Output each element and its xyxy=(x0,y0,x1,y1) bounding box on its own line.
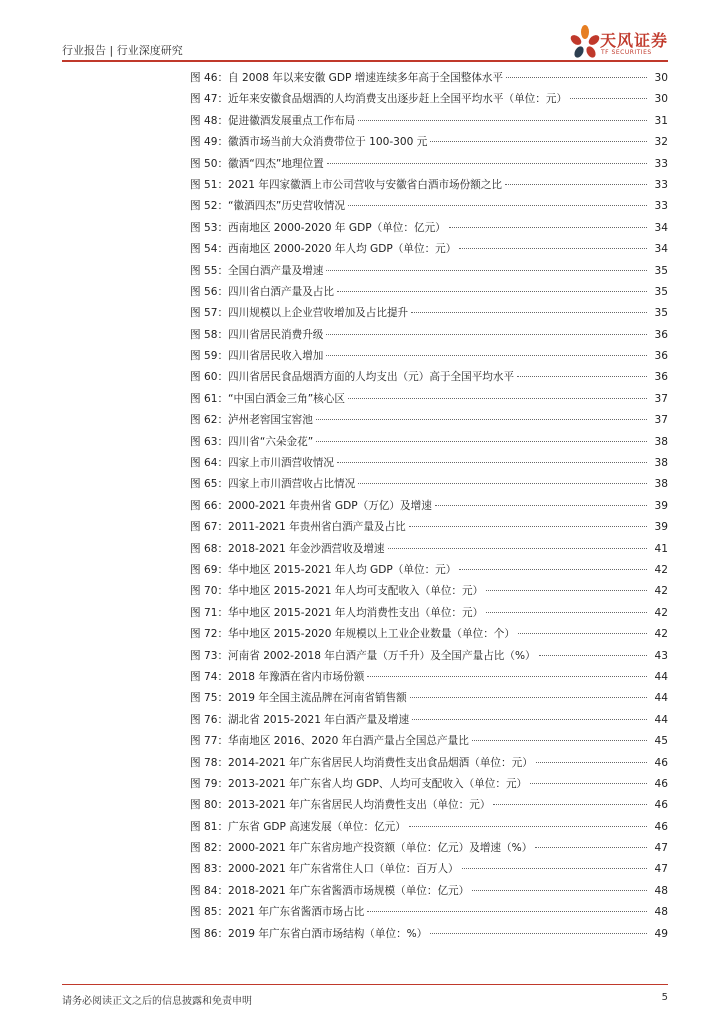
toc-entry[interactable] xyxy=(190,581,668,602)
toc-entry[interactable] xyxy=(190,496,668,517)
leader-dots xyxy=(337,462,647,463)
figure-page: 33 xyxy=(654,178,668,191)
flower-logo-icon xyxy=(570,24,600,60)
figure-title: 河南省 2002-2018 年白酒产量（万千升）及全国产量占比（%） xyxy=(228,649,536,662)
figure-page: 42 xyxy=(654,585,668,598)
leader-dots xyxy=(493,804,647,805)
figure-page: 44 xyxy=(654,670,668,683)
figure-page: 38 xyxy=(654,478,668,491)
figure-title: 泸州老窖国宝窖池 xyxy=(228,414,313,427)
footer-disclaimer: 请务必阅读正文之后的信息披露和免责申明 xyxy=(62,996,252,1007)
figure-page: 33 xyxy=(654,200,668,213)
leader-dots xyxy=(530,783,647,784)
toc-entry[interactable] xyxy=(190,838,668,859)
toc-entry[interactable] xyxy=(190,859,668,880)
figure-label: 图 56： xyxy=(190,285,229,298)
footer-divider xyxy=(62,984,668,985)
leader-dots xyxy=(505,184,647,185)
figure-title: 徽酒市场当前大众消费带位于 100-300 元 xyxy=(228,136,428,149)
leader-dots xyxy=(570,98,647,99)
toc-entry[interactable] xyxy=(190,646,668,667)
figure-title: 华南地区 2016、2020 年白酒产量占全国总产量比 xyxy=(228,735,469,748)
header-divider xyxy=(62,60,668,62)
figure-title: 近年来安徽食品烟酒的人均消费支出逐步赶上全国平均水平（单位：元） xyxy=(228,93,568,106)
leader-dots xyxy=(459,248,647,249)
figure-title: 2011-2021 年贵州省白酒产量及占比 xyxy=(228,521,406,534)
figure-page: 49 xyxy=(654,927,668,940)
figure-label: 图 62： xyxy=(190,414,229,427)
figure-page: 45 xyxy=(654,735,668,748)
logo-text-cn: 天风证券 xyxy=(600,31,669,50)
toc-entry[interactable] xyxy=(190,667,668,688)
figure-title: 2000-2021 年广东省房地产投资额（单位：亿元）及增速（%） xyxy=(228,842,533,855)
figure-title: 华中地区 2015-2021 年人均可支配收入（单位：元） xyxy=(228,585,484,598)
figure-page: 36 xyxy=(654,350,668,363)
figure-page: 31 xyxy=(654,114,668,127)
toc-entry[interactable] xyxy=(190,282,668,303)
leader-dots xyxy=(367,676,647,677)
figure-title: 四川省居民消费升级 xyxy=(228,328,324,341)
figure-label: 图 49： xyxy=(190,136,229,149)
figure-title: 西南地区 2000-2020 年人均 GDP（单位：元） xyxy=(228,243,457,256)
figure-title: 广东省 GDP 高速发展（单位：亿元） xyxy=(228,820,406,833)
figure-page: 47 xyxy=(654,842,668,855)
figure-title: 2000-2021 年广东省常住人口（单位：百万人） xyxy=(228,863,459,876)
toc-entry[interactable] xyxy=(190,410,668,431)
figure-title: 2014-2021 年广东省居民人均消费性支出食品烟酒（单位：元） xyxy=(228,756,533,769)
figure-title: 全国白酒产量及增速 xyxy=(228,264,324,277)
figure-label: 图 74： xyxy=(190,670,229,683)
leader-dots xyxy=(326,355,647,356)
figure-label: 图 54： xyxy=(190,243,229,256)
figure-page: 46 xyxy=(654,820,668,833)
leader-dots xyxy=(518,633,647,634)
figure-label: 图 75： xyxy=(190,692,229,705)
figure-page: 38 xyxy=(654,435,668,448)
figure-label: 图 71： xyxy=(190,606,229,619)
leader-dots xyxy=(472,740,647,741)
figure-title: 促进徽酒发展重点工作布局 xyxy=(228,114,356,127)
figure-page: 47 xyxy=(654,863,668,876)
leader-dots xyxy=(462,868,647,869)
figure-label: 图 55： xyxy=(190,264,229,277)
figure-page: 39 xyxy=(654,499,668,512)
figure-label: 图 50： xyxy=(190,157,229,170)
leader-dots xyxy=(412,719,647,720)
figure-title: 四川省“六朵金花” xyxy=(228,435,314,448)
figure-label: 图 57： xyxy=(190,307,229,320)
toc-entry[interactable] xyxy=(190,68,668,89)
figure-label: 图 69： xyxy=(190,563,229,576)
leader-dots xyxy=(348,205,647,206)
leader-dots xyxy=(539,655,647,656)
toc-entry[interactable] xyxy=(190,795,668,816)
figure-title: 2018 年豫酒在省内市场份额 xyxy=(228,670,365,683)
leader-dots xyxy=(430,933,647,934)
leader-dots xyxy=(486,612,647,613)
figure-title: 四川省白酒产量及占比 xyxy=(228,285,334,298)
figure-label: 图 76： xyxy=(190,713,229,726)
figure-label: 图 77： xyxy=(190,735,229,748)
figure-title: 2018-2021 年广东省酱酒市场规模（单位：亿元） xyxy=(228,884,470,897)
figure-label: 图 85： xyxy=(190,906,229,919)
figure-list xyxy=(190,68,668,945)
toc-entry[interactable] xyxy=(190,624,668,645)
figure-page: 43 xyxy=(654,649,668,662)
figure-page: 37 xyxy=(654,392,668,405)
figure-title: 徽酒“四杰”地理位置 xyxy=(228,157,324,170)
figure-title: 2021 年四家徽酒上市公司营收与安徽省白酒市场份额之比 xyxy=(228,178,503,191)
toc-entry[interactable] xyxy=(190,817,668,838)
toc-entry[interactable] xyxy=(190,239,668,260)
toc-entry[interactable] xyxy=(190,603,668,624)
figure-title: 华中地区 2015-2021 年人均消费性支出（单位：元） xyxy=(228,606,484,619)
figure-label: 图 46： xyxy=(190,72,229,84)
figure-title: 湖北省 2015-2021 年白酒产量及增速 xyxy=(228,713,410,726)
leader-dots xyxy=(536,762,647,763)
figure-label: 图 81： xyxy=(190,820,229,833)
toc-entry[interactable] xyxy=(190,346,668,367)
toc-entry[interactable] xyxy=(190,175,668,196)
toc-entry[interactable] xyxy=(190,774,668,795)
leader-dots xyxy=(486,590,647,591)
figure-page: 46 xyxy=(654,756,668,769)
figure-page: 48 xyxy=(654,884,668,897)
figure-title: 2021 年广东省酱酒市场占比 xyxy=(228,906,365,919)
toc-entry[interactable] xyxy=(190,517,668,538)
figure-title: 2000-2021 年贵州省 GDP（万亿）及增速 xyxy=(228,499,432,512)
figure-label: 图 66： xyxy=(190,499,229,512)
figure-page: 48 xyxy=(654,906,668,919)
toc-entry[interactable] xyxy=(190,688,668,709)
toc-entry[interactable] xyxy=(190,325,668,346)
leader-dots xyxy=(409,826,647,827)
toc-entry[interactable] xyxy=(190,389,668,410)
leader-dots xyxy=(358,120,647,121)
toc-entry[interactable] xyxy=(190,196,668,217)
figure-page: 42 xyxy=(654,628,668,641)
figure-label: 图 73： xyxy=(190,649,229,662)
figure-title: 2013-2021 年广东省人均 GDP、人均可支配收入（单位：元） xyxy=(228,777,528,790)
figure-page: 30 xyxy=(654,72,668,84)
figure-label: 图 79： xyxy=(190,777,229,790)
leader-dots xyxy=(358,483,647,484)
figure-page: 36 xyxy=(654,371,668,384)
leader-dots xyxy=(326,270,647,271)
figure-page: 30 xyxy=(654,93,668,106)
figure-label: 图 63： xyxy=(190,435,229,448)
toc-entry[interactable] xyxy=(190,924,668,945)
figure-page: 32 xyxy=(654,136,668,149)
figure-page: 39 xyxy=(654,521,668,534)
toc-entry[interactable] xyxy=(190,154,668,175)
figure-page: 35 xyxy=(654,264,668,277)
figure-title: 四川规模以上企业营收增加及占比提升 xyxy=(228,307,409,320)
figure-label: 图 65： xyxy=(190,478,229,491)
figure-page: 41 xyxy=(654,542,668,555)
figure-label: 图 51： xyxy=(190,178,229,191)
figure-title: 华中地区 2015-2020 年规模以上工业企业数量（单位：个） xyxy=(228,628,515,641)
leader-dots xyxy=(517,376,647,377)
figure-page: 38 xyxy=(654,457,668,470)
report-category: 行业报告 | 行业深度研究 xyxy=(62,44,183,57)
figure-label: 图 86： xyxy=(190,927,229,940)
leader-dots xyxy=(316,419,647,420)
figure-title: 西南地区 2000-2020 年 GDP（单位：亿元） xyxy=(228,221,446,234)
leader-dots xyxy=(410,697,647,698)
page-number: 5 xyxy=(661,992,668,1003)
leader-dots xyxy=(367,911,647,912)
leader-dots xyxy=(459,569,647,570)
figure-label: 图 52： xyxy=(190,200,229,213)
figure-label: 图 53： xyxy=(190,221,229,234)
figure-page: 33 xyxy=(654,157,668,170)
figure-page: 36 xyxy=(654,328,668,341)
figure-page: 35 xyxy=(654,285,668,298)
leader-dots xyxy=(430,141,647,142)
toc-entry[interactable] xyxy=(190,132,668,153)
figure-page: 44 xyxy=(654,713,668,726)
leader-dots xyxy=(327,163,647,164)
leader-dots xyxy=(348,398,647,399)
figure-title: 四川省居民收入增加 xyxy=(228,350,324,363)
figure-label: 图 60： xyxy=(190,371,229,384)
figure-title: 四家上市川酒营收情况 xyxy=(228,457,334,470)
leader-dots xyxy=(435,505,647,506)
figure-title: “徽酒四杰”历史营收情况 xyxy=(228,200,345,213)
figure-page: 35 xyxy=(654,307,668,320)
leader-dots xyxy=(409,526,647,527)
figure-page: 44 xyxy=(654,692,668,705)
company-logo xyxy=(570,24,680,64)
toc-entry[interactable] xyxy=(190,432,668,453)
figure-label: 图 78： xyxy=(190,756,229,769)
figure-title: “中国白酒金三角”核心区 xyxy=(228,392,345,405)
toc-entry[interactable] xyxy=(190,560,668,581)
figure-title: 2018-2021 年金沙酒营收及增速 xyxy=(228,542,385,555)
toc-entry[interactable] xyxy=(190,881,668,902)
figure-title: 四川省居民食品烟酒方面的人均支出（元）高于全国平均水平 xyxy=(228,371,515,384)
figure-label: 图 61： xyxy=(190,392,229,405)
figure-label: 图 68： xyxy=(190,542,229,555)
leader-dots xyxy=(449,227,647,228)
figure-page: 34 xyxy=(654,243,668,256)
figure-page: 37 xyxy=(654,414,668,427)
leader-dots xyxy=(472,890,647,891)
toc-entry[interactable] xyxy=(190,89,668,110)
figure-label: 图 83： xyxy=(190,863,229,876)
leader-dots xyxy=(411,312,647,313)
figure-label: 图 67： xyxy=(190,521,229,534)
figure-title: 2019 年广东省白酒市场结构（单位：%） xyxy=(228,927,428,940)
toc-entry[interactable] xyxy=(190,367,668,388)
toc-entry[interactable] xyxy=(190,710,668,731)
toc-entry[interactable] xyxy=(190,753,668,774)
figure-title: 四家上市川酒营收占比情况 xyxy=(228,478,356,491)
leader-dots xyxy=(316,441,647,442)
logo-text-en: TF SECURITIES xyxy=(601,49,652,56)
toc-entry[interactable] xyxy=(190,261,668,282)
figure-page: 46 xyxy=(654,799,668,812)
toc-entry[interactable] xyxy=(190,453,668,474)
figure-label: 图 84： xyxy=(190,884,229,897)
toc-entry[interactable] xyxy=(190,474,668,495)
figure-label: 图 80： xyxy=(190,799,229,812)
figure-label: 图 82： xyxy=(190,842,229,855)
leader-dots xyxy=(337,291,647,292)
toc-entry[interactable] xyxy=(190,303,668,324)
figure-title: 华中地区 2015-2021 年人均 GDP（单位：元） xyxy=(228,563,457,576)
figure-page: 46 xyxy=(654,777,668,790)
leader-dots xyxy=(535,847,647,848)
figure-label: 图 47： xyxy=(190,93,229,106)
figure-label: 图 59： xyxy=(190,350,229,363)
figure-label: 图 70： xyxy=(190,585,229,598)
figure-label: 图 64： xyxy=(190,457,229,470)
leader-dots xyxy=(388,548,647,549)
figure-label: 图 58： xyxy=(190,328,229,341)
figure-label: 图 72： xyxy=(190,628,229,641)
toc-entry[interactable] xyxy=(190,218,668,239)
figure-page: 42 xyxy=(654,606,668,619)
figure-title: 2019 年全国主流品牌在河南省销售额 xyxy=(228,692,407,705)
toc-entry[interactable] xyxy=(190,731,668,752)
figure-page: 34 xyxy=(654,221,668,234)
figure-page: 42 xyxy=(654,563,668,576)
toc-entry[interactable] xyxy=(190,539,668,560)
figure-title: 2013-2021 年广东省居民人均消费性支出（单位：元） xyxy=(228,799,491,812)
leader-dots xyxy=(506,77,647,78)
toc-entry[interactable] xyxy=(190,111,668,132)
figure-label: 图 48： xyxy=(190,114,229,127)
figure-title: 自 2008 年以来安徽 GDP 增速连续多年高于全国整体水平 xyxy=(228,72,504,84)
leader-dots xyxy=(326,334,647,335)
toc-entry[interactable] xyxy=(190,902,668,923)
